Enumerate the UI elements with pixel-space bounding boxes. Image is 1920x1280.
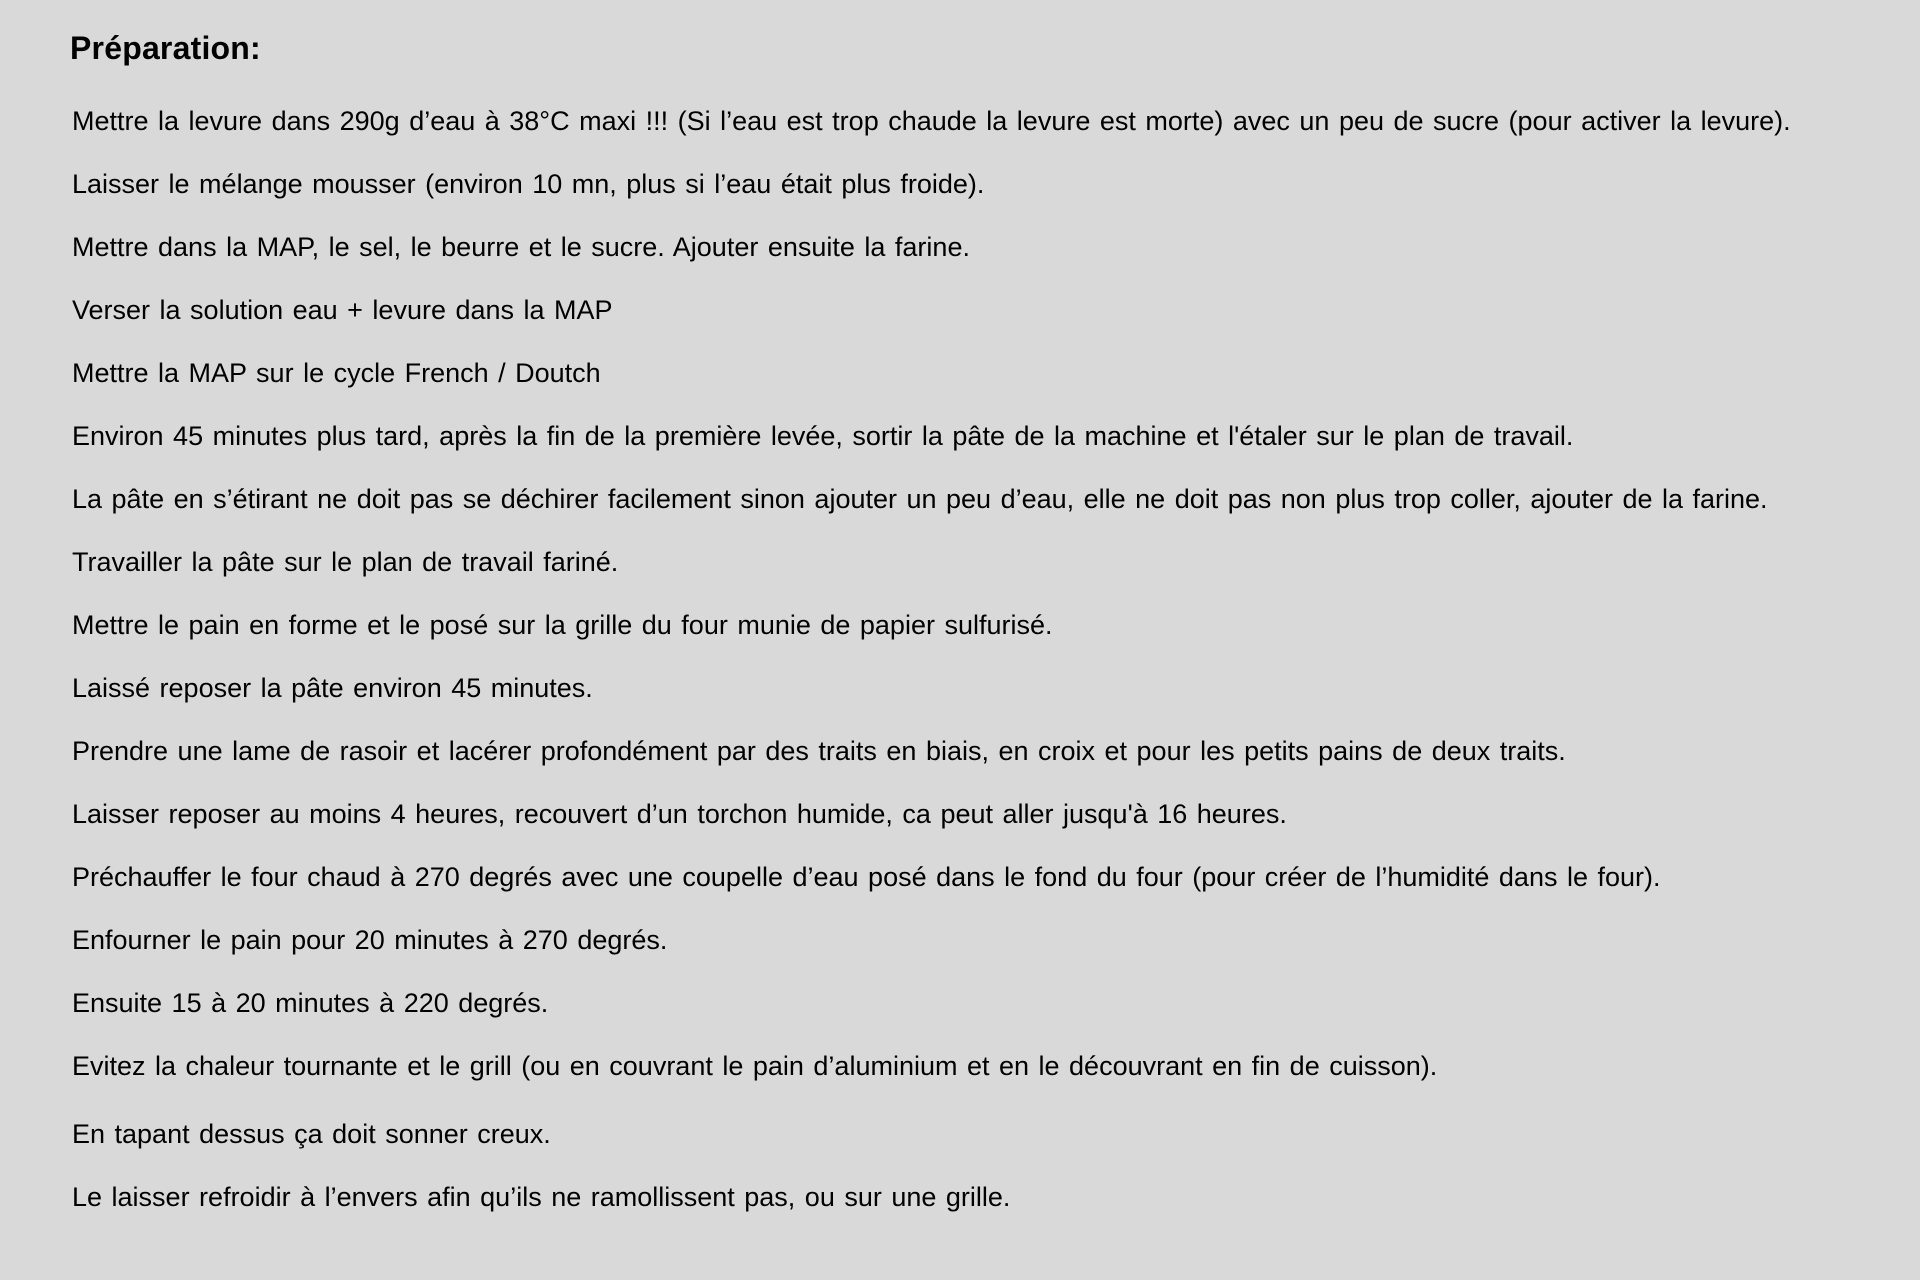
step-12: Laisser reposer au moins 4 heures, recouvert d’un torchon humide, ca peut aller jusqu'à 16 heures. bbox=[72, 799, 1287, 829]
section-title: Préparation: bbox=[70, 30, 261, 66]
step-9: Mettre le pain en forme et le posé sur la grille du four munie de papier sulfurisé. bbox=[72, 610, 1053, 640]
step-4: Verser la solution eau + levure dans la MAP bbox=[72, 295, 613, 325]
step-2: Laisser le mélange mousser (environ 10 mn, plus si l’eau était plus froide). bbox=[72, 169, 985, 199]
step-3: Mettre dans la MAP, le sel, le beurre et le sucre. Ajouter ensuite la farine. bbox=[72, 232, 970, 262]
preparation-steps bbox=[72, 105, 1902, 1244]
step-14: Enfourner le pain pour 20 minutes à 270 degrés. bbox=[72, 925, 668, 955]
step-16: Evitez la chaleur tournante et le grill (ou en couvrant le pain d’aluminium et en le découvrant en fin de cuisson). bbox=[72, 1051, 1438, 1081]
step-13: Préchauffer le four chaud à 270 degrés avec une coupelle d’eau posé dans le fond du four (pour créer de l’humidité dans le four). bbox=[72, 862, 1661, 892]
step-8: Travailler la pâte sur le plan de travail fariné. bbox=[72, 547, 619, 577]
step-6: Environ 45 minutes plus tard, après la fin de la première levée, sortir la pâte de la machine et l'étaler sur le plan de travail. bbox=[72, 421, 1574, 451]
step-11: Prendre une lame de rasoir et lacérer profondément par des traits en biais, en croix et pour les petits pains de deux traits. bbox=[72, 736, 1566, 766]
step-1: Mettre la levure dans 290g d’eau à 38°C maxi !!! (Si l’eau est trop chaude la levure est morte) avec un peu de sucre (pour activer la levure). bbox=[72, 106, 1791, 136]
step-5: Mettre la MAP sur le cycle French / Doutch bbox=[72, 358, 601, 388]
step-17: En tapant dessus ça doit sonner creux. bbox=[72, 1119, 551, 1149]
step-18: Le laisser refroidir à l’envers afin qu’ils ne ramollissent pas, ou sur une grille. bbox=[72, 1182, 1011, 1212]
step-10: Laissé reposer la pâte environ 45 minutes. bbox=[72, 673, 593, 703]
step-7: La pâte en s’étirant ne doit pas se déchirer facilement sinon ajouter un peu d’eau, elle ne doit pas non plus trop coller, ajouter de la farine. bbox=[72, 484, 1768, 514]
step-15: Ensuite 15 à 20 minutes à 220 degrés. bbox=[72, 988, 549, 1018]
